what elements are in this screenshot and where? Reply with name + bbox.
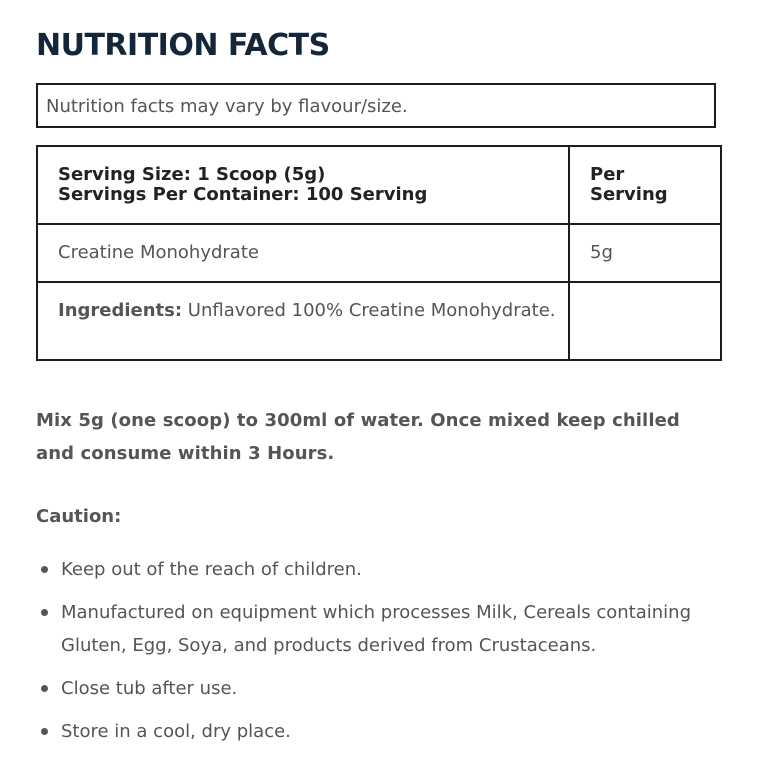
- per-serving-label-line1: Per: [590, 164, 625, 185]
- serving-info-cell: [37, 146, 569, 224]
- servings-per-container: Servings Per Container: 100 Serving: [58, 184, 428, 205]
- per-serving-label-line2: Serving: [590, 184, 668, 205]
- table-row: [37, 224, 721, 282]
- item-name-cell: [37, 224, 569, 282]
- ingredients-label: Ingredients:: [58, 300, 183, 321]
- nutrition-table: [36, 145, 722, 361]
- list-item-text: Close tub after use.: [61, 678, 238, 699]
- table-header-row: [37, 146, 721, 224]
- bullet-icon: [41, 609, 48, 616]
- list-item: [36, 596, 736, 662]
- item-name: Creatine Monohydrate: [58, 242, 259, 263]
- bullet-icon: [41, 728, 48, 735]
- per-serving-header-cell: [569, 146, 721, 224]
- list-item: [36, 553, 736, 586]
- ingredients: [38, 283, 568, 321]
- ingredients-text: Unflavored 100% Creatine Monohydrate.: [182, 300, 556, 321]
- bullet-icon: [41, 566, 48, 573]
- list-item-text: Store in a cool, dry place.: [61, 721, 291, 742]
- flavour-note: Nutrition facts may vary by flavour/size.: [36, 83, 716, 128]
- list-item: [36, 715, 736, 748]
- page-title: NUTRITION FACTS: [36, 28, 330, 63]
- list-item-text: Keep out of the reach of children.: [61, 559, 362, 580]
- caution-list: [36, 553, 736, 758]
- ingredients-cell: [37, 282, 569, 360]
- list-item: [36, 672, 736, 705]
- ingredients-empty-cell: [569, 282, 721, 360]
- item-amount-cell: [569, 224, 721, 282]
- list-item-text: Manufactured on equipment which processes Milk, Cereals containing Gluten, Egg, Soya, and products derived from Crustaceans.: [61, 602, 692, 656]
- mix-instructions: Mix 5g (one scoop) to 300ml of water. Once mixed keep chilled and consume within 3 Hours.: [36, 410, 680, 464]
- serving-size: Serving Size: 1 Scoop (5g): [58, 164, 326, 185]
- ingredients-row: [37, 282, 721, 360]
- caution-heading: Caution:: [36, 506, 122, 527]
- bullet-icon: [41, 685, 48, 692]
- item-amount: 5g: [590, 242, 613, 263]
